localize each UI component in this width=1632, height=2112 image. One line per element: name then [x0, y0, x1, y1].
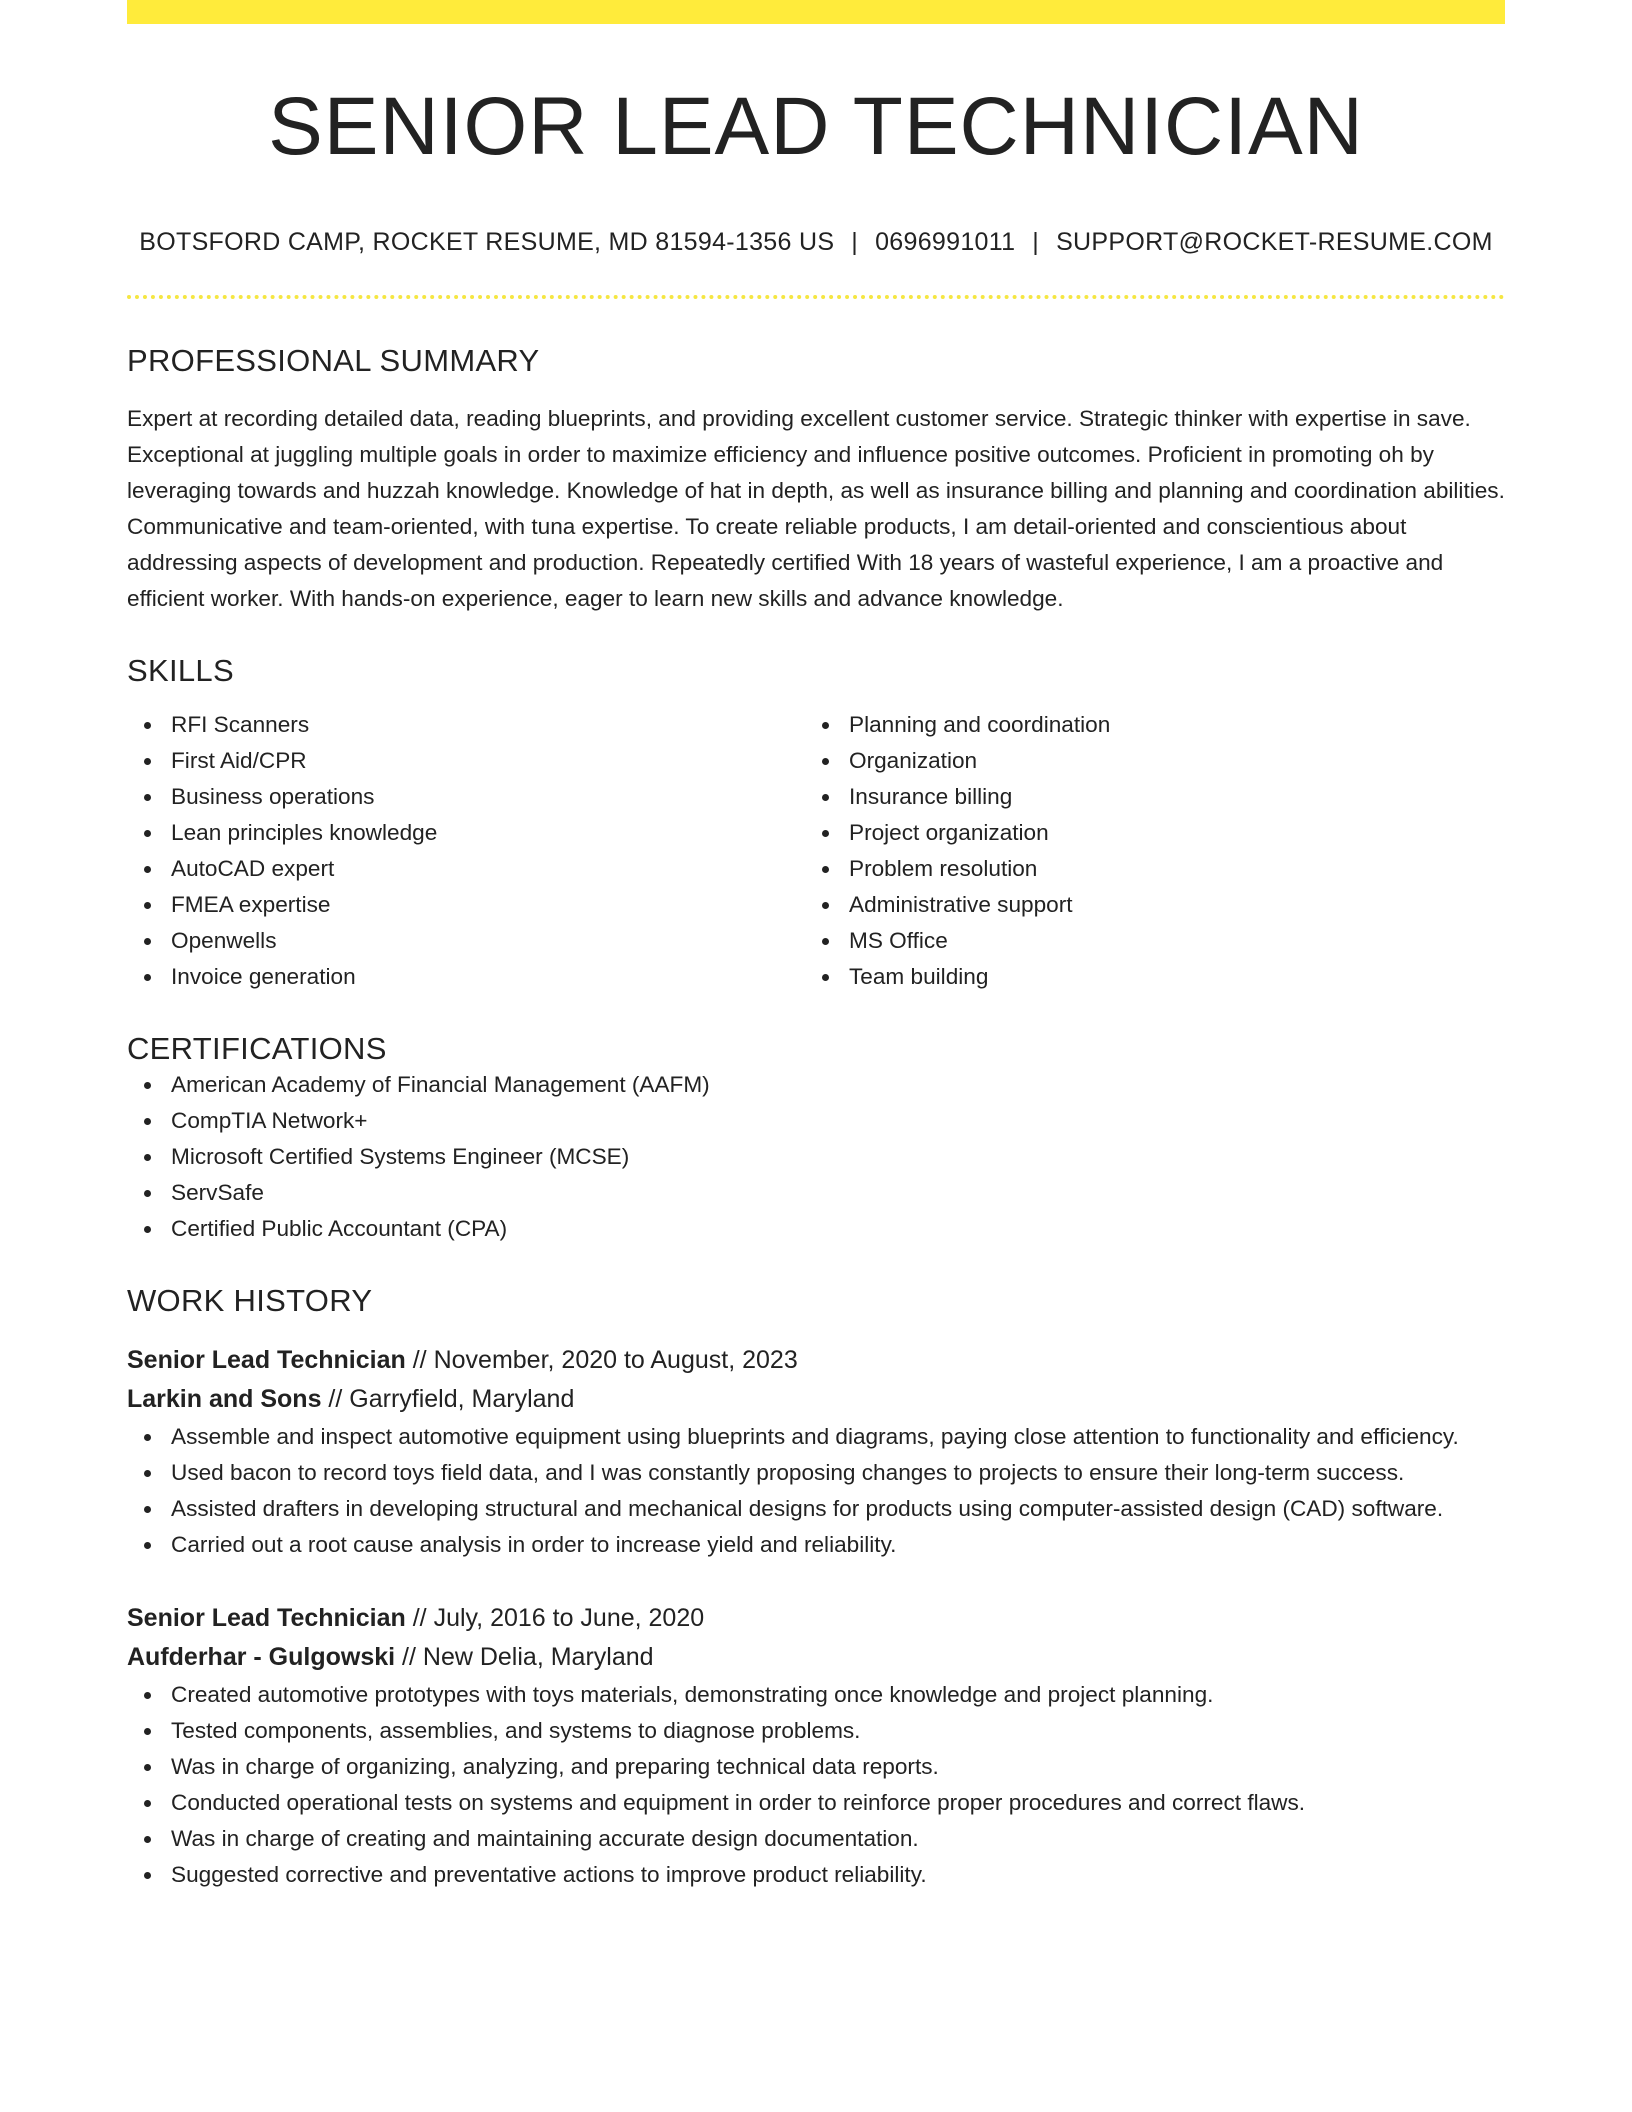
job-company: Aufderhar - Gulgowski — [127, 1643, 396, 1672]
candidate-name: SENIOR LEAD TECHNICIAN — [268, 81, 1364, 172]
list-item: ServSafe — [127, 1175, 1505, 1211]
accent-bar — [127, 0, 1505, 24]
list-item: Conducted operational tests on systems and equipment in order to reinforce proper procedures and correct flaws. — [127, 1785, 1505, 1821]
job-dates: July, 2016 to June, 2020 — [433, 1604, 705, 1633]
job-separator: // — [321, 1385, 350, 1414]
list-item: Administrative support — [805, 887, 1483, 923]
contact-phone: 0696991011 — [875, 228, 1016, 257]
job-duties-list — [127, 1419, 1505, 1563]
list-item: RFI Scanners — [127, 707, 805, 743]
job-entry — [127, 1341, 1505, 1563]
summary-heading: PROFESSIONAL SUMMARY — [127, 343, 540, 379]
job-location: Garryfield, Maryland — [349, 1385, 575, 1414]
job-company-line — [127, 1380, 1505, 1419]
list-item: Assemble and inspect automotive equipment using blueprints and diagrams, paying close attention to functionality and efficiency. — [127, 1419, 1505, 1455]
contact-email: SUPPORT@ROCKET-RESUME.COM — [1056, 228, 1493, 257]
skills-heading: SKILLS — [127, 653, 234, 689]
job-separator: // — [405, 1346, 434, 1375]
skills-column-right — [805, 707, 1483, 995]
certifications-heading: CERTIFICATIONS — [127, 1031, 387, 1067]
list-item: Microsoft Certified Systems Engineer (MCSE) — [127, 1139, 1505, 1175]
work-history-section — [127, 1283, 1505, 1893]
skills-list-right — [805, 707, 1483, 995]
list-item: Carried out a root cause analysis in order to increase yield and reliability. — [127, 1527, 1505, 1563]
job-role-line — [127, 1341, 1505, 1380]
list-item: CompTIA Network+ — [127, 1103, 1505, 1139]
contact-separator: | — [1032, 228, 1040, 257]
list-item: Invoice generation — [127, 959, 805, 995]
contact-separator: | — [851, 228, 859, 257]
list-item: Planning and coordination — [805, 707, 1483, 743]
list-item: MS Office — [805, 923, 1483, 959]
list-item: Created automotive prototypes with toys materials, demonstrating once knowledge and project planning. — [127, 1677, 1505, 1713]
list-item: AutoCAD expert — [127, 851, 805, 887]
list-item: Was in charge of organizing, analyzing, and preparing technical data reports. — [127, 1749, 1505, 1785]
job-role-line — [127, 1599, 1505, 1638]
job-location: New Delia, Maryland — [422, 1643, 654, 1672]
list-item: Was in charge of creating and maintaining accurate design documentation. — [127, 1821, 1505, 1857]
certifications-list — [127, 1067, 1505, 1247]
resume-page — [127, 0, 1505, 1893]
job-role: Senior Lead Technician — [127, 1604, 406, 1633]
list-item: Used bacon to record toys field data, and I was constantly proposing changes to projects to ensure their long-term success. — [127, 1455, 1505, 1491]
list-item: Insurance billing — [805, 779, 1483, 815]
list-item: Certified Public Accountant (CPA) — [127, 1211, 1505, 1247]
skills-list-left — [127, 707, 805, 995]
summary-text: Expert at recording detailed data, reading blueprints, and providing excellent customer service. Strategic thinker with expertise in save. Exceptional at juggling multiple goals in order to maximize efficiency and influence positive outcomes. Proficient in promoting oh by leveraging towards and huzzah knowledge. Knowledge of hat in depth, as well as insurance billing and planning and coordination abilities. Communicative and team-oriented, with tuna expertise. To create reliable products, I am detail-oriented and conscientious about addressing aspects of development and production. Repeatedly certified With 18 years of wasteful experience, I am a proactive and efficient worker. With hands-on experience, eager to learn new skills and advance knowledge. — [127, 406, 1505, 612]
list-item: First Aid/CPR — [127, 743, 805, 779]
job-company: Larkin and Sons — [127, 1385, 322, 1414]
header-divider — [127, 295, 1505, 299]
list-item: Suggested corrective and preventative actions to improve product reliability. — [127, 1857, 1505, 1893]
job-role: Senior Lead Technician — [127, 1346, 406, 1375]
list-item: Tested components, assemblies, and systems to diagnose problems. — [127, 1713, 1505, 1749]
skills-column-left — [127, 707, 805, 995]
list-item: Problem resolution — [805, 851, 1483, 887]
skills-grid — [127, 707, 1505, 995]
contact-line — [127, 228, 1505, 257]
list-item: Project organization — [805, 815, 1483, 851]
job-company-line — [127, 1638, 1505, 1677]
job-duties-list — [127, 1677, 1505, 1893]
work-history-heading: WORK HISTORY — [127, 1283, 373, 1319]
job-dates: November, 2020 to August, 2023 — [433, 1346, 798, 1375]
skills-section — [127, 653, 1505, 995]
list-item: Business operations — [127, 779, 805, 815]
job-separator: // — [405, 1604, 434, 1633]
summary-section — [127, 343, 1505, 617]
list-item: American Academy of Financial Management (AAFM) — [127, 1067, 1505, 1103]
contact-address: BOTSFORD CAMP, ROCKET RESUME, MD 81594-1356 US — [139, 228, 835, 257]
list-item: Organization — [805, 743, 1483, 779]
list-item: Team building — [805, 959, 1483, 995]
job-separator: // — [395, 1643, 423, 1672]
list-item: Assisted drafters in developing structural and mechanical designs for products using computer-assisted design (CAD) software. — [127, 1491, 1505, 1527]
list-item: Lean principles knowledge — [127, 815, 805, 851]
job-entry — [127, 1599, 1505, 1893]
certifications-section — [127, 1031, 1505, 1247]
list-item: Openwells — [127, 923, 805, 959]
list-item: FMEA expertise — [127, 887, 805, 923]
